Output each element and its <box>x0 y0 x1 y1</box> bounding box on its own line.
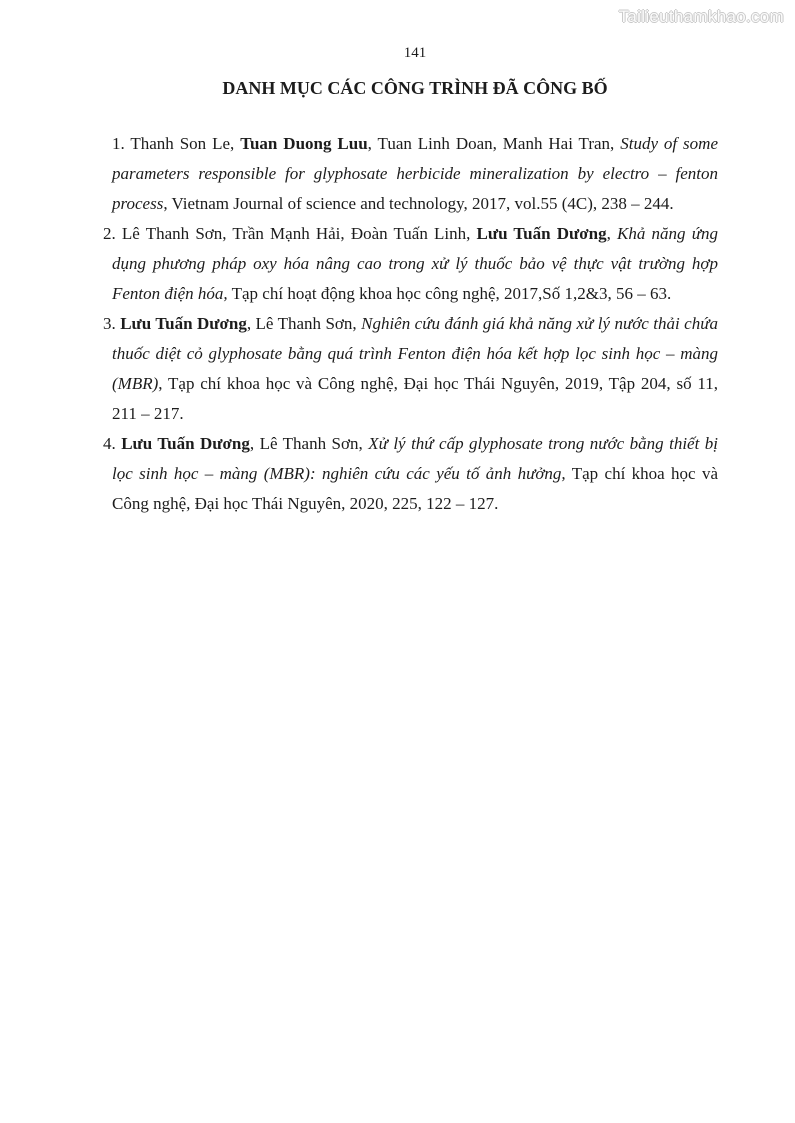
reference-number: 4. <box>103 433 116 453</box>
reference-text-segment: Nghiên cứu đánh giá khả năng xử lý nước thải chứa thuốc diệt cỏ glyphosate bằng quá trình Fenton điện hóa kết hợp lọc sinh học – màng (MBR) <box>112 313 719 393</box>
reference-text-segment: , Tạp chí khoa học và Công nghệ, Đại học Thái Nguyên, 2019, Tập 204, số 11, 211 – 217. <box>112 373 718 423</box>
reference-text-segment: Lưu Tuấn Dương <box>120 313 247 333</box>
publication-item <box>103 219 718 309</box>
reference-text-segment: Tuan Duong Luu <box>240 133 368 153</box>
reference-text-segment: Xử lý thứ cấp glyphosate trong nước bằng thiết bị lọc sinh học – màng (MBR): nghiên cứu các yếu tố ảnh hưởng, <box>112 433 719 483</box>
reference-text-segment: Lưu Tuấn Dương <box>476 223 607 243</box>
reference-text-segment: Study of some parameters responsible for glyphosate herbicide mineralization by electro – fenton process <box>112 133 718 213</box>
publication-item <box>112 129 718 219</box>
watermark-text: Tailieuthamkhao.com <box>618 7 784 26</box>
page-content <box>103 45 719 519</box>
publication-item <box>103 309 719 429</box>
reference-text-segment: , <box>606 223 618 243</box>
reference-text-segment: Thanh Son Le, <box>130 133 241 153</box>
reference-text-segment: , Vietnam Journal of science and technology, 2017, vol.55 (4C), 238 – 244. <box>163 193 674 213</box>
reference-number: 3. <box>103 313 116 333</box>
page-number: 141 <box>403 45 427 61</box>
reference-text-segment: , Lê Thanh Sơn, <box>246 313 362 333</box>
publication-item <box>103 429 719 519</box>
reference-text-segment: , Tuan Linh Doan, Manh Hai Tran, <box>367 133 621 153</box>
reference-text-segment: Khả năng ứng dụng phương pháp oxy hóa nâng cao trong xử lý thuốc bảo vệ thực vật trường hợp Fenton điện hóa, <box>112 223 718 303</box>
reference-text-segment: Lê Thanh Sơn, Trần Mạnh Hải, Đoàn Tuấn Linh, <box>121 223 477 243</box>
reference-number: 2. <box>103 223 116 243</box>
publication-list <box>103 129 719 519</box>
reference-text-segment: Tạp chí khoa học và Công nghệ, Đại học Thái Nguyên, 2020, 225, 122 – 127. <box>112 463 718 513</box>
reference-text-segment: , Lê Thanh Sơn, <box>249 433 369 453</box>
reference-text-segment: Lưu Tuấn Dương <box>121 433 250 453</box>
page-title: DANH MỤC CÁC CÔNG TRÌNH ĐÃ CÔNG BỐ <box>222 78 608 98</box>
reference-number: 1. <box>112 133 125 153</box>
reference-text-segment: Tạp chí hoạt động khoa học công nghệ, 2017,Số 1,2&3, 56 – 63. <box>227 283 672 303</box>
